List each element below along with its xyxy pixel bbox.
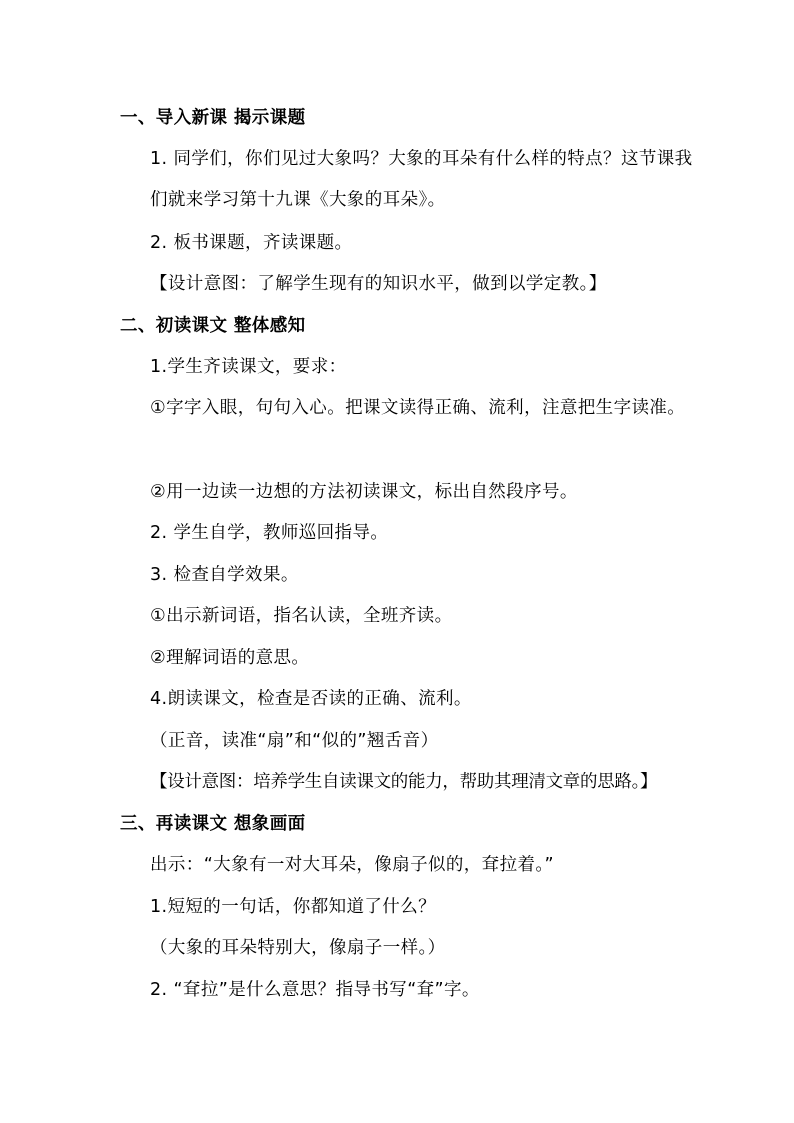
paragraph-2-4: 2. 学生自学，教师巡回指导。 (150, 523, 389, 543)
design-intent-1: 【设计意图：了解学生现有的知识水平，做到以学定教。】 (150, 274, 607, 294)
paragraph-3-2: 1.短短的一句话，你都知道了什么？ (150, 896, 436, 917)
paragraph-3-3: （大象的耳朵特别大，像扇子一样。） (150, 938, 446, 958)
paragraph-2-5: 3. 检查自学效果。 (150, 564, 299, 585)
paragraph-2-8: 4.朗读课文，检查是否读的正确、流利。 (150, 689, 472, 709)
paragraph-2-6: ①出示新词语，指名认读，全班齐读。 (150, 606, 453, 626)
paragraph-2-7: ②理解词语的意思。 (150, 647, 310, 668)
section-heading-1: 一、导入新课 揭示课题 (120, 108, 306, 128)
lesson-plan-body (120, 103, 700, 1016)
paragraph-3-4: 2. “耷拉”是什么意思？指导书写“耷”字。 (150, 979, 480, 1000)
paragraph-1-1: 1. 同学们，你们见过大象吗？大象的耳朵有什么样的特点？这节课我们就来学习第十九课《大象的耳朵》。 (150, 148, 693, 211)
paragraph-2-3: ②用一边读一边想的方法初读课文，标出自然段序号。 (150, 481, 578, 502)
paragraph-3-1: 出示：“大象有一对大耳朵，像扇子似的，耷拉着。” (150, 855, 554, 875)
paragraph-2-2: ①字字入眼，句句入心。把课文读得正确、流利，注意把生字读准。 (150, 397, 686, 418)
section-heading-2: 二、初读课文 整体感知 (120, 315, 306, 336)
paragraph-1-2: 2. 板书课题，齐读课题。 (150, 232, 353, 253)
design-intent-2: 【设计意图：培养学生自读课文的能力，帮助其理清文章的思路。】 (150, 772, 658, 792)
section-heading-3: 三、再读课文 想象画面 (120, 813, 306, 834)
paragraph-2-1: 1.学生齐读课文，要求： (150, 357, 347, 377)
paragraph-2-9: （正音，读准“扇”和“似的”翘舌音） (150, 730, 439, 751)
